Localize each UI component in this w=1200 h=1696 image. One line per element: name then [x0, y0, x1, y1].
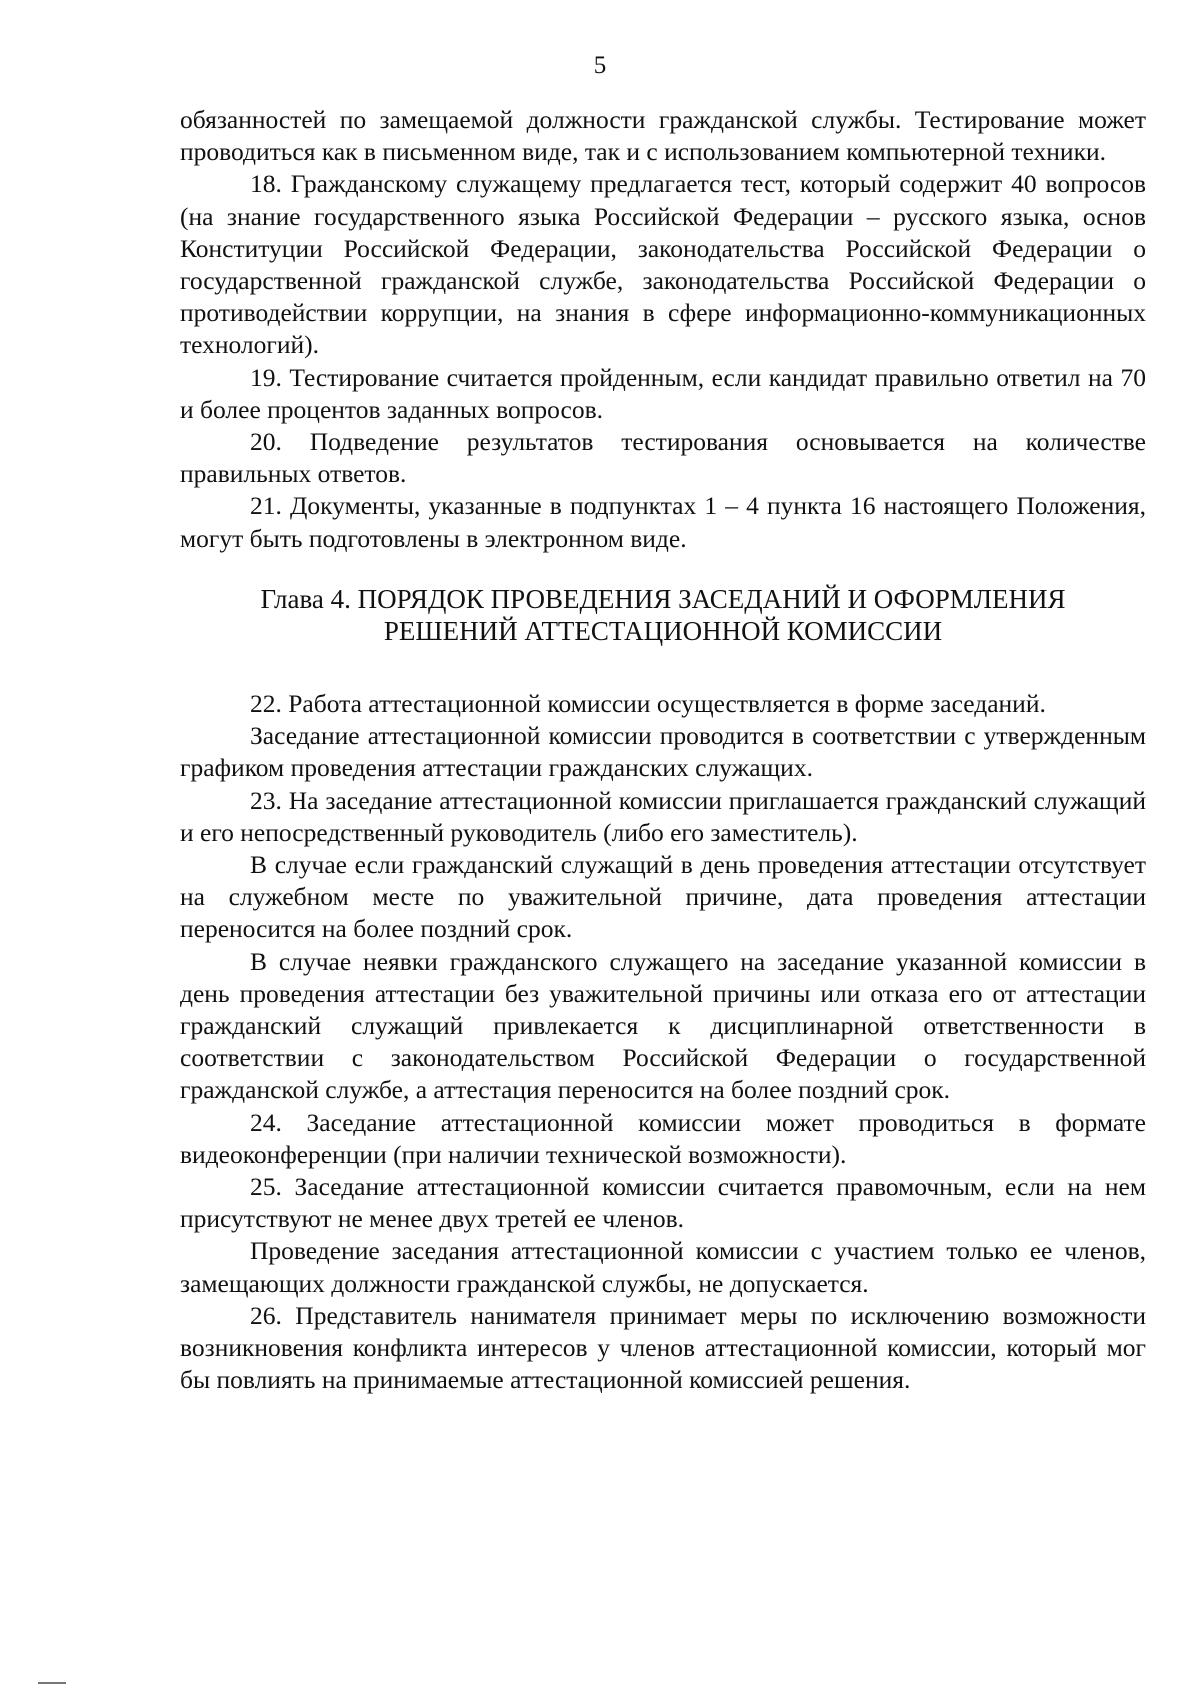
chapter-heading-line-2: РЕШЕНИЙ АТТЕСТАЦИОННОЙ КОМИССИИ	[383, 616, 943, 647]
paragraph-24: 24. Заседание аттестационной комиссии может проводиться в формате видеоконференции (при наличии технической возможности).	[180, 1107, 1146, 1169]
chapter-heading-line-1: Глава 4. ПОРЯДОК ПРОВЕДЕНИЯ ЗАСЕДАНИЙ И ОФОРМЛЕНИЯ	[260, 583, 1066, 614]
paragraph-19: 19. Тестирование считается пройденным, если кандидат правильно ответил на 70 и более процентов заданных вопросов.	[180, 362, 1146, 424]
paragraph-25-members: Проведение заседания аттестационной комиссии с участием только ее членов, замещающих должности гражданской службы, не допускается.	[180, 1236, 1146, 1298]
chapter-heading	[180, 583, 1146, 648]
paragraph-20: 20. Подведение результатов тестирования основывается на количестве правильных ответов.	[180, 427, 1146, 489]
paragraph-continuation: обязанностей по замещаемой должности гражданской службы. Тестирование может проводиться как в письменном виде, так и с использованием компьютерной техники.	[180, 105, 1146, 167]
document-body	[180, 104, 1146, 1397]
scan-edge-mark	[38, 1682, 66, 1684]
paragraph-23-absence: В случае если гражданский служащий в день проведения аттестации отсутствует на служебном месте по уважительной причине, дата проведения аттестации переносится на более поздний срок.	[180, 850, 1146, 944]
paragraph-21: 21. Документы, указанные в подпунктах 1 – 4 пункта 16 настоящего Положения, могут быть подготовлены в электронном виде.	[180, 491, 1146, 553]
paragraph-18: 18. Гражданскому служащему предлагается тест, который содержит 40 вопросов (на знание государственного языка Российской Федерации – русского языка, основ Конституции Российской Федерации, законодательства Российской Федерации о государственной гражданской службе, законодательства Российской Федерации о противодействии коррупции, на знания в сфере информационно-коммуникационных технологий).	[180, 169, 1146, 360]
paragraph-25: 25. Заседание аттестационной комиссии считается правомочным, если на нем присутствуют не менее двух третей ее членов.	[180, 1172, 1146, 1234]
page-number: 5	[593, 52, 607, 79]
paragraph-22: 22. Работа аттестационной комиссии осуществляется в форме заседаний.	[250, 689, 1046, 719]
paragraph-23: 23. На заседание аттестационной комиссии приглашается гражданский служащий и его непосредственный руководитель (либо его заместитель).	[180, 785, 1146, 847]
paragraph-26: 26. Представитель нанимателя принимает меры по исключению возможности возникновения конфликта интересов у членов аттестационной комиссии, который мог бы повлиять на принимаемые аттестационной комиссией решения.	[180, 1300, 1146, 1395]
paragraph-22-schedule: Заседание аттестационной комиссии проводится в соответствии с утвержденным графиком проведения аттестации гражданских служащих.	[180, 721, 1146, 783]
paragraph-23-nonappearance: В случае неявки гражданского служащего на заседание указанной комиссии в день проведения аттестации без уважительной причины или отказа его от аттестации гражданский служащий привлекается к дисциплинарной ответственности в соответствии с законодательством Российской Федерации о государственной гражданской службе, а аттестация переносится на более поздний срок.	[180, 946, 1146, 1105]
